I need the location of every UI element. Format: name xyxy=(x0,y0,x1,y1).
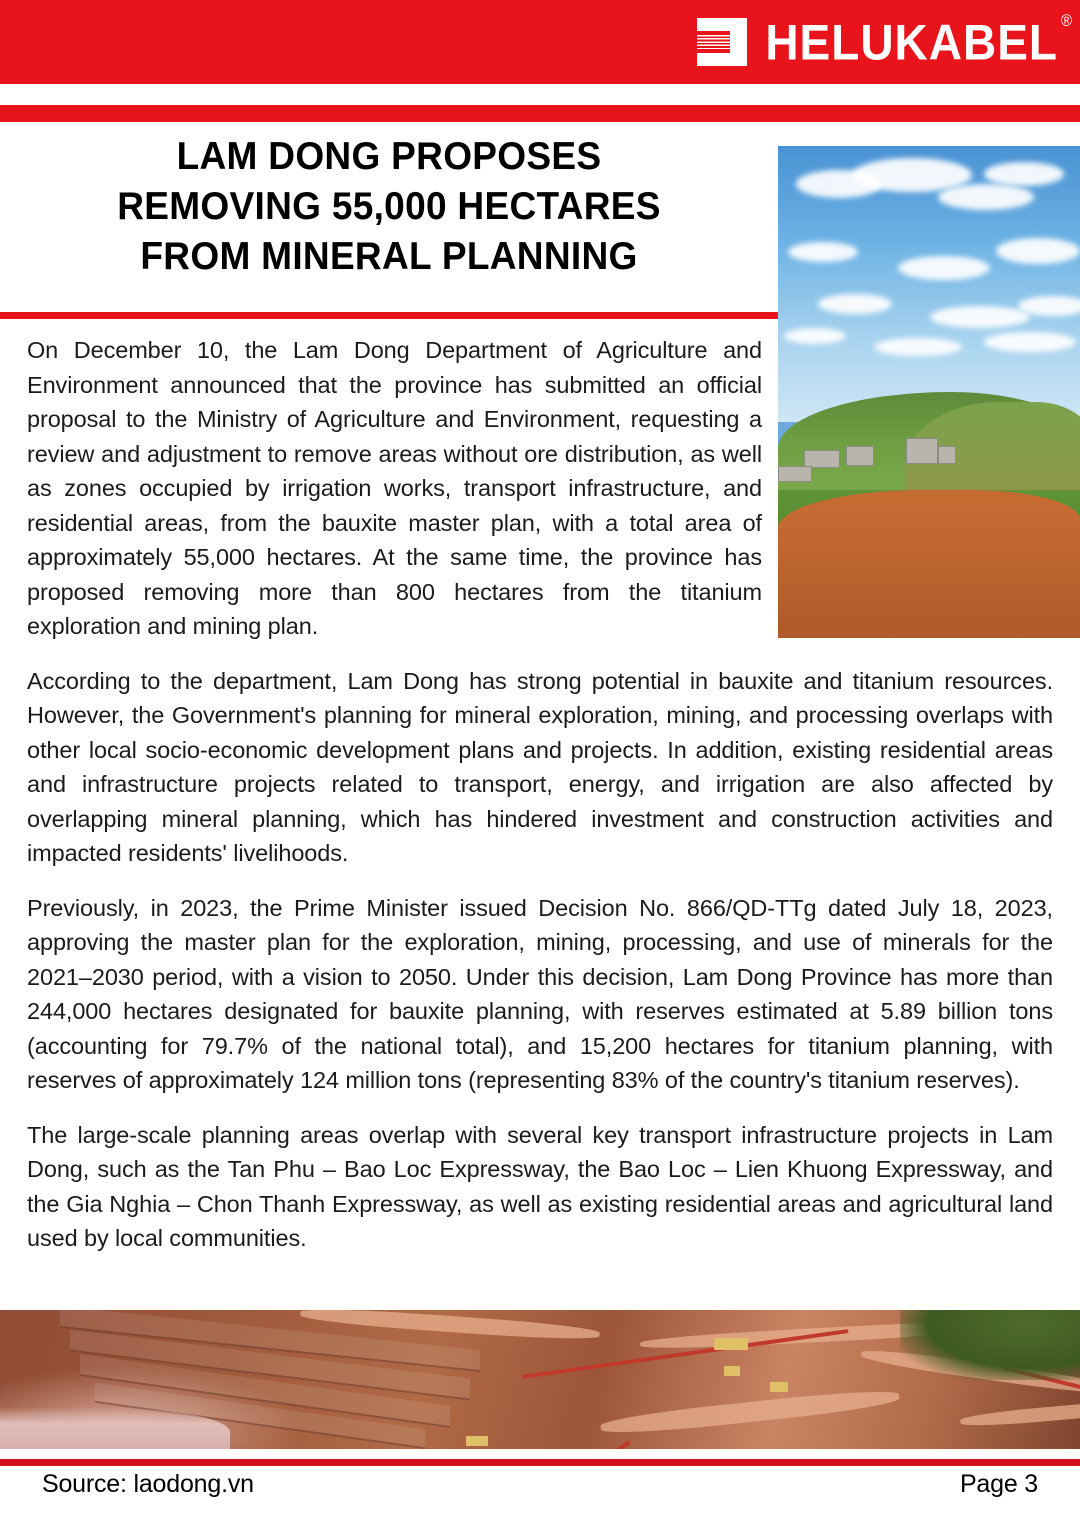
helukabel-c-mark-icon xyxy=(697,18,747,66)
paragraph-3: Previously, in 2023, the Prime Minister issued Decision No. 866/QD-TTg dated July 18, 2023, approving the master plan for the exploration, mining, processing, and use of minerals for the 2021–2030 period, with a vision to 2050. Under this decision, Lam Dong Province has more than 244,000 hectares designated for bauxite planning, with reserves estimated at 5.89 billion tons (accounting for 79.7% of the national total), and 15,200 hectares for titanium planning, with reserves of approximately 124 million tons (representing 83% of the country's titanium reserves). xyxy=(27,894,1053,1093)
title-divider xyxy=(0,312,778,319)
paragraph-4: The large-scale planning areas overlap with several key transport infrastructure projects in Lam Dong, such as the Tan Phu – Bao Loc Expressway, the Bao Loc – Lien Khuong Expressway, and the Gia Nghia – Chon Thanh Expressway, as well as existing residential areas and agricultural land used by local communities. xyxy=(27,1121,1053,1251)
paragraph-2: According to the department, Lam Dong has strong potential in bauxite and titanium resources. However, the Government's planning for mineral exploration, mining, and processing overlaps with other local socio-economic development plans and projects. In addition, existing residential areas and infrastructure projects related to transport, energy, and irrigation are also affected by overlapping mineral planning, which has hindered investment and construction activities and impacted residents' livelihoods. xyxy=(27,667,1053,866)
header-accent-band xyxy=(0,105,1080,122)
paragraph-1: On December 10, the Lam Dong Department of Agriculture and Environment announced that the province has submitted an official proposal to the Ministry of Agriculture and Environment, requesting a review and adjustment to remove areas without ore distribution, as well as zones occupied by irrigation works, transport infrastructure, and residential areas, from the bauxite master plan, with a total area of approximately 55,000 hectares. At the same time, the province has proposed removing more than 800 hectares from the titanium exploration and mining plan. xyxy=(27,337,762,639)
article-title-block xyxy=(0,132,778,282)
title-line-2: REMOVING 55,000 HECTARES xyxy=(117,184,661,228)
page-number: Page 3 xyxy=(959,1470,1038,1498)
registered-trademark-icon: ® xyxy=(1060,11,1073,31)
title-line-1: LAM DONG PROPOSES xyxy=(176,135,602,178)
brand-name: HELUKABEL xyxy=(765,13,1058,71)
page-footer xyxy=(0,1470,1080,1499)
footer-divider xyxy=(0,1459,1080,1466)
article-body xyxy=(27,333,1053,1276)
source-label: Source: laodong.vn xyxy=(42,1470,254,1498)
bottom-photo xyxy=(0,1310,1080,1449)
page-title xyxy=(44,132,734,282)
helukabel-logo xyxy=(697,11,1073,71)
brand-wordmark xyxy=(765,11,1073,71)
title-line-3: FROM MINERAL PLANNING xyxy=(140,234,638,278)
